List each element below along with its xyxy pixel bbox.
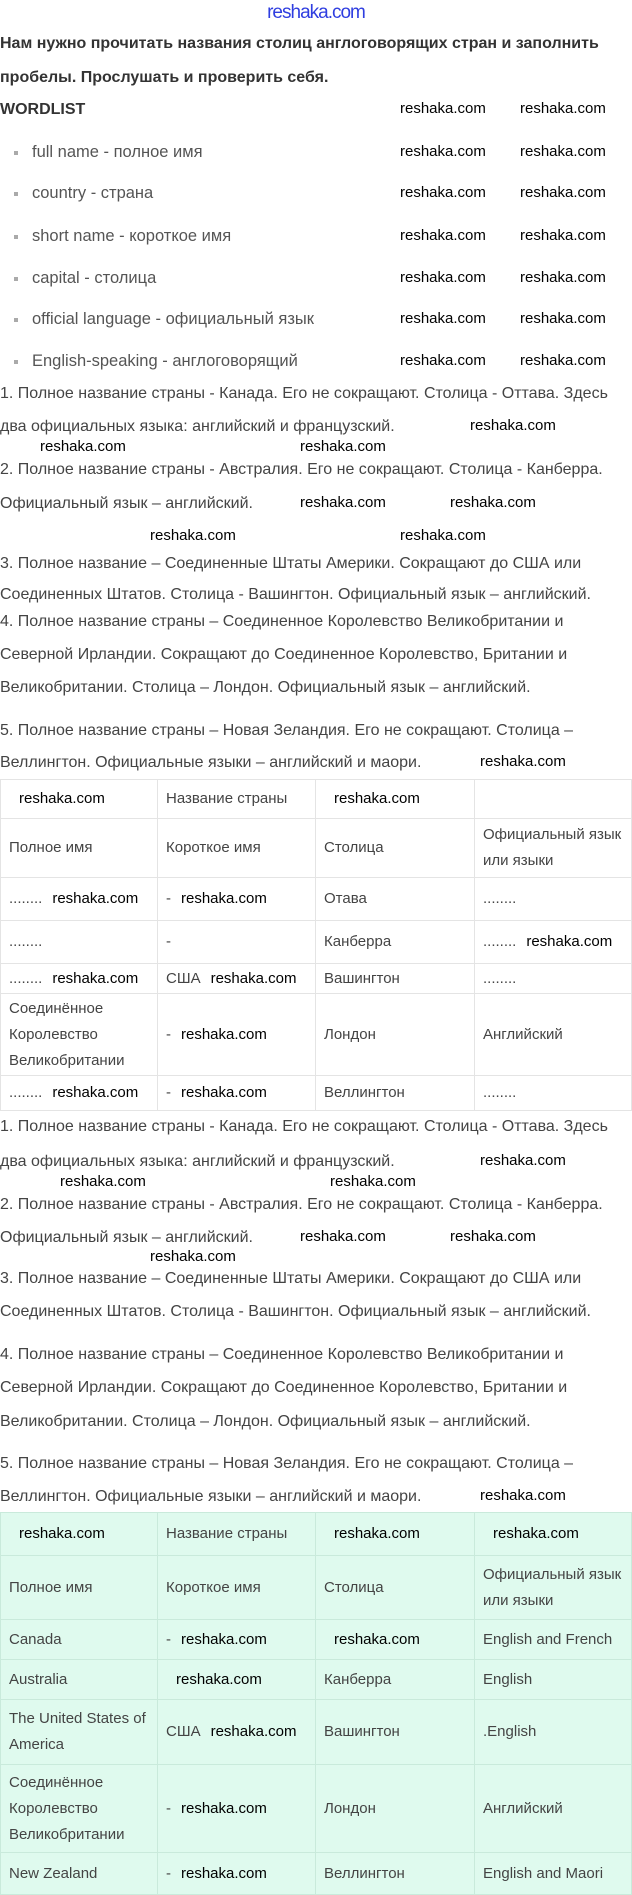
watermark: reshaka.com (176, 1670, 262, 1688)
watermark: reshaka.com (334, 1525, 420, 1542)
paragraph-line: Официальный язык – английский. (0, 1229, 253, 1246)
table-cell (316, 964, 475, 994)
table-cell (316, 1765, 475, 1853)
watermark: reshaka.com (300, 494, 386, 511)
table-cell (158, 1660, 316, 1700)
table-cell (158, 878, 316, 921)
column-header-text: Столица (324, 1578, 384, 1596)
table-cell-text: ........ (9, 969, 43, 987)
table-row (1, 1620, 632, 1660)
table-cell (1, 1513, 158, 1556)
watermark: reshaka.com (334, 790, 420, 807)
table-cell (316, 780, 475, 819)
wordlist-title: WORDLIST (0, 101, 86, 118)
watermark: reshaka.com (520, 310, 606, 327)
column-header (316, 819, 475, 878)
watermark: reshaka.com (400, 227, 486, 244)
watermark: reshaka.com (520, 184, 606, 201)
table-cell-text: - (166, 1799, 171, 1817)
table-cell-text: English (483, 1670, 533, 1688)
watermark: reshaka.com (480, 1152, 566, 1169)
table-cell-text: США (166, 969, 201, 987)
watermark: reshaka.com (181, 1025, 267, 1043)
bullet-icon (14, 192, 18, 196)
table-cell (475, 1660, 632, 1700)
paragraph-line: два официальных языка: английский и французский. (0, 418, 395, 435)
watermark: reshaka.com (520, 352, 606, 369)
column-header-text: Полное имя (9, 839, 93, 856)
table-cell (475, 1620, 632, 1660)
wordlist-item-text: short name - короткое имя (32, 227, 232, 245)
table-cell-text: Вашингтон (324, 969, 400, 987)
column-header (316, 1556, 475, 1620)
watermark: reshaka.com (400, 269, 486, 286)
table-cell (158, 1765, 316, 1853)
watermark: reshaka.com (480, 1487, 566, 1504)
table-row (1, 994, 632, 1076)
table-cell (1, 994, 158, 1076)
table-cell (475, 921, 632, 964)
watermark: reshaka.com (181, 1630, 267, 1648)
watermark: reshaka.com (181, 1799, 267, 1817)
watermark: reshaka.com (520, 227, 606, 244)
table-cell-text: - (166, 890, 171, 907)
column-header-text: Полное имя (9, 1578, 93, 1596)
paragraph-line: 3. Полное название – Соединенные Штаты Америки. Сокращают до США или (0, 555, 582, 572)
watermark: reshaka.com (400, 143, 486, 160)
answer-table (0, 1512, 632, 1895)
watermark: reshaka.com (210, 969, 297, 987)
table-cell (475, 964, 632, 994)
watermark: reshaka.com (19, 790, 105, 807)
watermark: reshaka.com (520, 269, 606, 286)
watermark: reshaka.com (450, 1228, 536, 1245)
blank-table (0, 779, 632, 1111)
column-header (158, 819, 316, 878)
wordlist-item-text: country - страна (32, 184, 154, 202)
table-cell (1, 1660, 158, 1700)
table-cell-text: Английский (483, 1025, 563, 1043)
table-cell (316, 1076, 475, 1111)
bullet-icon (14, 318, 18, 322)
watermark: reshaka.com (526, 933, 613, 950)
wordlist-item (14, 352, 298, 371)
table-cell (475, 1765, 632, 1853)
paragraph-line: Веллингтон. Официальные языки – английский и маори. (0, 754, 422, 771)
wordlist-item-text: official language - официальный язык (32, 310, 315, 328)
table-cell-text: - (166, 1084, 171, 1101)
watermark: reshaka.com (520, 100, 606, 117)
bullet-icon (14, 151, 18, 155)
table-row (1, 964, 632, 994)
table-row (1, 1660, 632, 1700)
table-cell-text: The United States of America (9, 1710, 146, 1753)
table-cell-text: ........ (9, 1084, 43, 1101)
site-logo: reshaka.com (267, 2, 365, 23)
table-cell-text: ........ (483, 890, 517, 907)
table-cell-text: США (166, 1723, 201, 1740)
paragraph-line: Официальный язык – английский. (0, 495, 253, 512)
wordlist-item (14, 227, 231, 246)
table-cell-text: Лондон (324, 1025, 376, 1043)
column-header-text: Короткое имя (166, 839, 261, 856)
paragraph-line: 3. Полное название – Соединенные Штаты Америки. Сокращают до США или (0, 1270, 582, 1287)
watermark: reshaka.com (330, 1173, 416, 1190)
watermark: reshaka.com (60, 1173, 146, 1190)
table-cell-text: English and French (483, 1630, 613, 1648)
watermark: reshaka.com (493, 1525, 579, 1542)
paragraph-line: Северной Ирландии. Сокращают до Соединенное Королевство, Британии и (0, 1379, 568, 1396)
table-cell-text: Canada (9, 1630, 62, 1648)
watermark: reshaka.com (52, 969, 139, 987)
column-header (1, 1556, 158, 1620)
paragraph-line: 4. Полное название страны – Соединенное Королевство Великобритании и (0, 1346, 564, 1363)
table-cell-text: ........ (483, 933, 517, 950)
table-cell (158, 1853, 316, 1895)
table-cell (475, 1513, 632, 1556)
watermark: reshaka.com (400, 100, 486, 117)
watermark: reshaka.com (40, 438, 126, 455)
group-header (158, 1513, 316, 1556)
table-cell (475, 1700, 632, 1765)
table-cell-text: Канберра (324, 933, 392, 950)
intro-line: пробелы. Прослушать и проверить себя. (0, 69, 329, 86)
paragraph-line: Великобритании. Столица – Лондон. Официальный язык – английский. (0, 679, 531, 696)
table-cell-text: Australia (9, 1670, 68, 1688)
table-cell-text: ........ (483, 1084, 517, 1101)
watermark: reshaka.com (480, 753, 566, 770)
table-cell-text: ........ (9, 890, 43, 907)
table-cell (316, 994, 475, 1076)
watermark: reshaka.com (181, 1864, 267, 1882)
table-cell-text: Веллингтон (324, 1084, 405, 1101)
paragraph-line: 4. Полное название страны – Соединенное Королевство Великобритании и (0, 613, 564, 630)
table-cell-text: Английский (483, 1799, 563, 1817)
paragraph-line: два официальных языка: английский и французский. (0, 1153, 395, 1170)
table-cell (1, 921, 158, 964)
table-cell-text: - (166, 1864, 171, 1882)
table-cell-text: Соединённое Королевство Великобритании (9, 1773, 125, 1843)
column-header-text: Официальный язык или языки (483, 1565, 622, 1609)
column-header (158, 1556, 316, 1620)
table-cell-text: Отава (324, 890, 367, 907)
table-cell (1, 1620, 158, 1660)
watermark: reshaka.com (300, 1228, 386, 1245)
paragraph-line: Соединенных Штатов. Столица - Вашингтон. Официальный язык – английский. (0, 1303, 591, 1320)
watermark: reshaka.com (470, 417, 556, 434)
table-row (1, 878, 632, 921)
paragraph-line: Великобритании. Столица – Лондон. Официальный язык – английский. (0, 1413, 531, 1430)
watermark: reshaka.com (400, 310, 486, 327)
table-cell (316, 1660, 475, 1700)
table-cell-text: Канберра (324, 1670, 392, 1688)
watermark: reshaka.com (400, 184, 486, 201)
wordlist-item (14, 143, 203, 162)
task-instructions (0, 27, 599, 95)
bullet-icon (14, 277, 18, 281)
table-cell (316, 1620, 475, 1660)
table-cell-text: - (166, 1025, 171, 1043)
table-cell (475, 1076, 632, 1111)
table-cell (1, 964, 158, 994)
wordlist-item-text: English-speaking - англоговорящий (32, 352, 298, 370)
column-header-text: Официальный язык или языки (483, 826, 622, 869)
column-header (475, 819, 632, 878)
group-header-text: Название страны (166, 790, 288, 807)
table-cell (316, 878, 475, 921)
table-cell-text: - (166, 1630, 171, 1648)
paragraph-line: Веллингтон. Официальные языки – английский и маори. (0, 1488, 422, 1505)
table-cell (316, 1513, 475, 1556)
watermark: reshaka.com (520, 143, 606, 160)
watermark: reshaka.com (181, 890, 267, 907)
column-header (1, 819, 158, 878)
table-cell (158, 1076, 316, 1111)
table-cell (1, 780, 158, 819)
paragraph-line: Северной Ирландии. Сокращают до Соединенное Королевство, Британии и (0, 646, 568, 663)
table-cell (1, 1765, 158, 1853)
table-cell (1, 1700, 158, 1765)
wordlist-item (14, 269, 156, 288)
paragraph-line: 5. Полное название страны – Новая Зеландия. Его не сокращают. Столица – (0, 722, 574, 739)
watermark: reshaka.com (181, 1084, 267, 1101)
column-header (475, 1556, 632, 1620)
table-cell-text: English and Maori (483, 1864, 604, 1882)
table-cell (1, 878, 158, 921)
table-cell-text: New Zealand (9, 1864, 98, 1882)
watermark: reshaka.com (150, 527, 236, 544)
table-cell (158, 1620, 316, 1660)
wordlist-item (14, 310, 314, 329)
table-cell-text: ........ (483, 969, 517, 987)
watermark: reshaka.com (52, 1084, 139, 1101)
table-cell-text: Соединённое Королевство Великобритании (9, 999, 125, 1069)
watermark: reshaka.com (19, 1525, 105, 1542)
table-cell (158, 921, 316, 964)
paragraph-line: Соединенных Штатов. Столица - Вашингтон. Официальный язык – английский. (0, 586, 591, 603)
table-cell-text: Веллингтон (324, 1864, 405, 1882)
group-header-text: Название страны (166, 1525, 288, 1542)
table-cell (475, 878, 632, 921)
table-cell (1, 1853, 158, 1895)
column-header-text: Столица (324, 839, 384, 856)
watermark: reshaka.com (150, 1248, 236, 1265)
table-cell-text: Вашингтон (324, 1723, 400, 1740)
table-cell-text: .English (483, 1723, 537, 1740)
table-cell (475, 1853, 632, 1895)
table-cell (158, 964, 316, 994)
paragraph-line: 2. Полное название страны - Австралия. Его не сокращают. Столица - Канберра. (0, 1196, 603, 1213)
group-header (158, 780, 316, 819)
bullet-icon (14, 235, 18, 239)
intro-line: Нам нужно прочитать названия столиц англоговорящих стран и заполнить (0, 35, 599, 52)
table-cell (158, 1700, 316, 1765)
wordlist-item-text: full name - полное имя (32, 143, 203, 161)
table-row (1, 1700, 632, 1765)
wordlist-item (14, 184, 153, 203)
paragraph-line: 2. Полное название страны - Австралия. Его не сокращают. Столица - Канберра. (0, 461, 603, 478)
table-row (1, 1076, 632, 1111)
table-cell (475, 994, 632, 1076)
column-header-text: Короткое имя (166, 1578, 261, 1596)
table-row (1, 1853, 632, 1895)
table-cell (158, 994, 316, 1076)
watermark: reshaka.com (400, 352, 486, 369)
table-cell (316, 921, 475, 964)
table-cell (1, 1076, 158, 1111)
watermark: reshaka.com (210, 1723, 297, 1740)
table-row (1, 1765, 632, 1853)
paragraph-line: 1. Полное название страны - Канада. Его не сокращают. Столица - Оттава. Здесь (0, 385, 608, 402)
table-cell (316, 1853, 475, 1895)
wordlist-item-text: capital - столица (32, 269, 157, 287)
watermark: reshaka.com (300, 438, 386, 455)
table-cell-text: ........ (9, 933, 43, 950)
table-cell-text: Лондон (324, 1799, 376, 1817)
watermark: reshaka.com (334, 1630, 420, 1648)
watermark: reshaka.com (52, 890, 139, 907)
table-row (1, 921, 632, 964)
watermark: reshaka.com (450, 494, 536, 511)
table-cell (316, 1700, 475, 1765)
bullet-icon (14, 360, 18, 364)
paragraph-line: 5. Полное название страны – Новая Зеландия. Его не сокращают. Столица – (0, 1455, 574, 1472)
table-cell-text: - (166, 933, 171, 950)
paragraph-line: 1. Полное название страны - Канада. Его не сокращают. Столица - Оттава. Здесь (0, 1118, 608, 1135)
table-cell (475, 780, 632, 819)
watermark: reshaka.com (400, 527, 486, 544)
